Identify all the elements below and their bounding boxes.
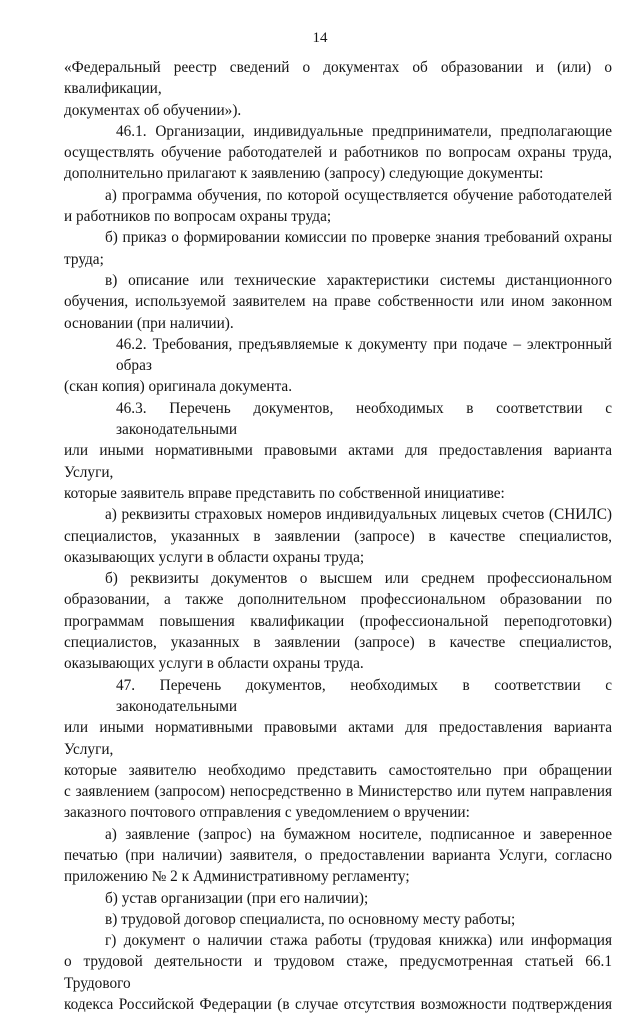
text-line: б) устав организации (при его наличии);	[105, 889, 369, 907]
text-line: а) реквизиты страховых номеров индивидуальных лицевых счетов (СНИЛС)	[105, 506, 612, 524]
text-line: приложению № 2 к Административному регламенту;	[64, 868, 410, 886]
text-line: специалистов, указанных в заявлении (запросе) в качестве специалистов,	[64, 527, 612, 545]
text-line: печатью (при наличии) заявителя, о предоставлении варианта Услуги, согласно	[64, 846, 612, 864]
paragraph	[64, 185, 612, 228]
paragraph	[64, 930, 612, 1015]
text-line: «Федеральный реестр сведений о документах об образовании и (или) о квалификации,	[64, 59, 612, 98]
text-line: а) программа обучения, по которой осуществляется обучение работодателей	[105, 186, 612, 204]
text-line: о трудовой деятельности и трудовом стаже, предусмотренная статьей 66.1 Трудового	[64, 953, 612, 992]
text-line: программам повышения квалификации (профессиональной переподготовки)	[64, 612, 612, 630]
paragraph	[64, 121, 612, 185]
paragraph	[64, 57, 612, 121]
text-line: которые заявителю необходимо представить самостоятельно при обращении	[64, 761, 612, 779]
document-body	[64, 57, 612, 1015]
text-line: основании (при наличии).	[64, 314, 234, 332]
text-line: или иными нормативными правовыми актами для предоставления варианта Услуги,	[64, 442, 612, 481]
text-line: заказного почтового отправления с уведомлением о вручении:	[64, 804, 470, 822]
paragraph	[64, 504, 612, 568]
text-line: обучения, используемой заявителем на праве собственности или ином законном	[64, 293, 612, 311]
paragraph	[64, 675, 612, 824]
text-line: образовании, а также дополнительном профессиональном образовании по	[64, 591, 612, 609]
text-line: оказывающих услуги в области охраны труда.	[64, 655, 364, 673]
text-line: 46.1. Организации, индивидуальные предприниматели, предполагающие	[116, 122, 612, 140]
text-line: осуществлять обучение работодателей и работников по вопросам охраны труда,	[64, 144, 612, 162]
text-line: в) описание или технические характеристики системы дистанционного	[105, 271, 612, 289]
text-line: специалистов, указанных в заявлении (запросе) в качестве специалистов,	[64, 634, 612, 652]
text-line: 46.2. Требования, предъявляемые к документу при подаче – электронный образ	[116, 335, 612, 375]
text-line: 46.3. Перечень документов, необходимых в соответствии с законодательными	[116, 399, 612, 439]
paragraph	[64, 568, 612, 674]
paragraph	[64, 270, 612, 334]
text-line: (скан копия) оригинала документа.	[64, 378, 293, 396]
text-line: с заявлением (запросом) непосредственно в Министерство или путем направления	[64, 783, 612, 801]
text-line: в) трудовой договор специалиста, по основному месту работы;	[105, 910, 516, 928]
paragraph	[64, 398, 612, 504]
paragraph	[64, 909, 612, 930]
page-number: 14	[312, 30, 328, 46]
paragraph	[64, 824, 612, 888]
text-line: труда;	[64, 250, 104, 268]
paragraph	[64, 888, 612, 909]
paragraph	[64, 334, 612, 398]
text-line: которые заявитель вправе представить по собственной инициативе:	[64, 484, 505, 502]
text-line: г) документ о наличии стажа работы (трудовая книжка) или информация	[105, 932, 612, 950]
text-line: и работников по вопросам охраны труда;	[64, 208, 332, 226]
text-line: 47. Перечень документов, необходимых в соответствии с законодательными	[116, 676, 612, 715]
text-line: б) реквизиты документов о высшем или среднем профессиональном	[105, 570, 612, 588]
text-line: кодекса Российской Федерации (в случае отсутствия возможности подтверждения	[64, 996, 612, 1014]
text-line: б) приказ о формировании комиссии по проверке знания требований охраны	[105, 229, 612, 247]
text-line: оказывающих услуги в области охраны труда;	[64, 548, 365, 566]
text-line: дополнительно прилагают к заявлению (запросу) следующие документы:	[64, 165, 544, 183]
text-line: или иными нормативными правовыми актами для предоставления варианта Услуги,	[64, 719, 612, 758]
text-line: документах об обучении»).	[64, 101, 242, 119]
paragraph	[64, 227, 612, 270]
text-line: а) заявление (запрос) на бумажном носителе, подписанное и заверенное	[105, 825, 612, 843]
